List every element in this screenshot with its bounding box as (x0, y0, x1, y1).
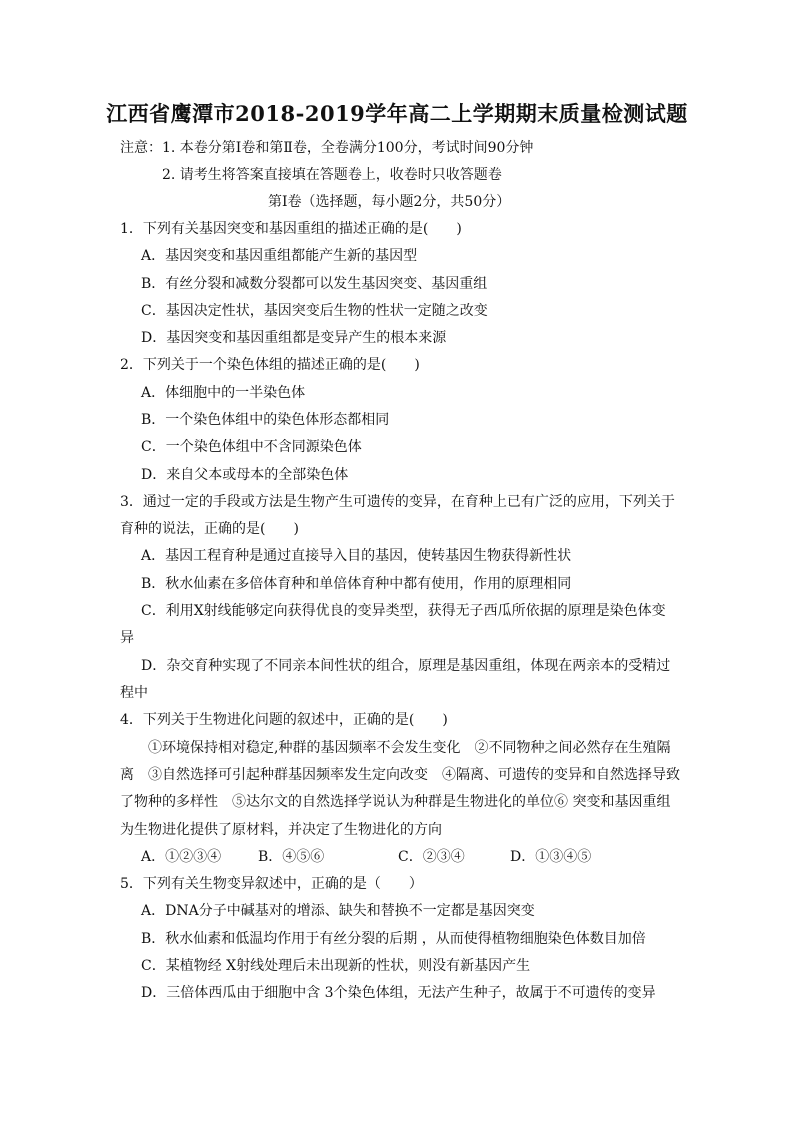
note-1: 1. 本卷分第Ⅰ卷和第Ⅱ卷，全卷满分100分，考试时间90分钟 (162, 140, 534, 156)
q4-body-line-1: ①环境保持相对稳定,种群的基因频率不会发生变化 ②不同物种之间必然存在生殖隔 (148, 740, 671, 756)
q3-option-a: A．基因工程育种是通过直接导入目的基因，使转基因生物获得新性状 (141, 548, 572, 564)
q3-option-c-line-2: 异 (120, 630, 134, 646)
q5-option-c: C．某植物经 X射线处理后未出现新的性状，则没有新基因产生 (141, 958, 531, 974)
q5-option-b: B．秋水仙素和低温均作用于有丝分裂的后期 ，从而使得植物细胞染色体数目加倍 (141, 931, 646, 947)
q2-option-c: C．一个染色体组中不含同源染色体 (141, 439, 362, 455)
q3-option-b: B．秋水仙素在多倍体育种和单倍体育种中都有使用，作用的原理相同 (141, 576, 572, 592)
q1-stem: 1．下列有关基因突变和基因重组的描述正确的是( ) (120, 221, 462, 237)
q1-option-c: C．基因决定性状，基因突变后生物的性状一定随之改变 (141, 303, 488, 319)
q4-option-a: A．①②③④ (141, 849, 222, 865)
q4-option-c: C．②③④ (398, 849, 465, 865)
section-heading: 第Ⅰ卷（选择题，每小题2分，共50分） (268, 194, 511, 210)
q3-option-d-line-2: 程中 (120, 685, 148, 701)
q5-stem: 5．下列有关生物变异叙述中，正确的是（ ） (120, 876, 423, 892)
q4-body-line-4: 为生物进化提供了原材料，并决定了生物进化的方向 (120, 822, 442, 838)
exam-title: 江西省鹰潭市2018-2019学年高二上学期期末质量检测试题 (106, 101, 688, 126)
q3-option-d-line-1: D．杂交育种实现了不同亲本间性状的组合，原理是基因重组，体现在两亲本的受精过 (141, 658, 671, 674)
q3-stem-line-2: 育种的说法，正确的是( ) (120, 521, 299, 537)
q5-option-a: A．DNA分子中碱基对的增添、缺失和替换不一定都是基因突变 (141, 903, 535, 919)
q2-stem: 2．下列关于一个染色体组的描述正确的是( ) (120, 357, 420, 373)
q4-stem: 4．下列关于生物进化问题的叙述中，正确的是( ) (120, 712, 448, 728)
note-2: 2. 请考生将答案直接填在答题卷上，收卷时只收答题卷 (162, 167, 502, 183)
q2-option-b: B．一个染色体组中的染色体形态都相同 (141, 412, 390, 428)
q4-body-line-2: 离 ③自然选择可引起种群基因频率发生定向改变 ④隔离、可遗传的变异和自然选择导致 (120, 767, 680, 783)
q2-option-a: A．体细胞中的一半染色体 (141, 385, 306, 401)
q4-body-line-3: 了物种的多样性 ⑤达尔文的自然选择学说认为种群是生物进化的单位⑥ 突变和基因重组 (120, 794, 671, 810)
q4-option-b: B．④⑤⑥ (258, 849, 325, 865)
q5-option-d: D．三倍体西瓜由于细胞中含 3个染色体组，无法产生种子，故属于不可遗传的变异 (141, 985, 656, 1001)
notes-prefix: 注意： (120, 140, 162, 156)
q2-option-d: D．来自父本或母本的全部染色体 (141, 467, 349, 483)
q1-option-a: A．基因突变和基因重组都能产生新的基因型 (141, 248, 418, 264)
q4-option-d: D．①③④⑤ (510, 849, 592, 865)
notes-line-1 (120, 139, 533, 157)
q1-option-d: D．基因突变和基因重组都是变异产生的根本来源 (141, 330, 447, 346)
q1-option-b: B．有丝分裂和减数分裂都可以发生基因突变、基因重组 (141, 276, 488, 292)
q3-stem-line-1: 3．通过一定的手段或方法是生物产生可遗传的变异，在育种上已有广泛的应用，下列关于 (120, 494, 675, 510)
q3-option-c-line-1: C．利用X射线能够定向获得优良的变异类型，获得无子西瓜所依据的原理是染色体变 (141, 603, 666, 619)
